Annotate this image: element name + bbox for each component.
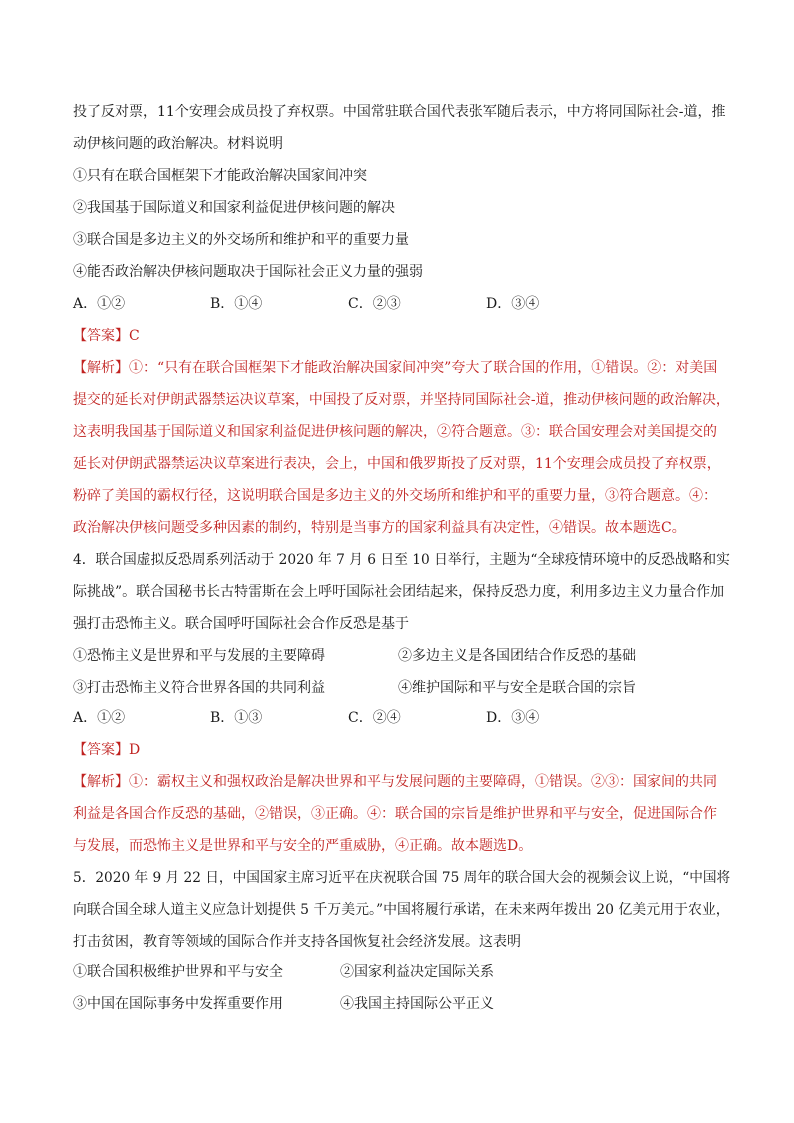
q4-option-b: B．①③ <box>210 710 263 726</box>
q3-option-d: D．③④ <box>486 296 540 312</box>
q4-statement-1: ①恐怖主义是世界和平与发展的主要障碍 <box>73 648 325 664</box>
q4-analysis-line-1: 【解析】①：霸权主义和强权政治是解决世界和平与发展问题的主要障碍，①错误。②③：国家间的共同 <box>73 774 717 790</box>
q4-stem-line-2: 际挑战”。联合国秘书长古特雷斯在会上呼吁国际社会团结起来，保持反恐力度，利用多边主义力量合作加 <box>73 584 725 600</box>
q3-analysis-line-3: 这表明我国基于国际道义和国家利益促进伊核问题的解决，②符合题意。③：联合国安理会对美国提交的 <box>73 424 717 440</box>
q5-statement-4: ④我国主持国际公平正义 <box>340 996 494 1012</box>
q3-stem-line-1: 投了反对票，11个安理会成员投了弃权票。中国常驻联合国代表张军随后表示，中方将同国际社会-道，推 <box>73 104 726 120</box>
q3-option-b: B．①④ <box>210 296 263 312</box>
q3-analysis-line-5: 粉碎了美国的霸权行径，这说明联合国是多边主义的外交场所和维护和平的重要力量，③符合题意。④： <box>73 488 717 504</box>
q4-stem-line-3: 强打击恐怖主义。联合国呼吁国际社会合作反恐是基于 <box>73 616 409 632</box>
q3-statement-2: ②我国基于国际道义和国家利益促进伊核问题的解决 <box>73 200 395 216</box>
q5-statement-2: ②国家利益决定国际关系 <box>340 964 494 980</box>
q3-option-c: C．②③ <box>348 296 401 312</box>
q4-answer: 【答案】D <box>73 742 141 758</box>
q5-stem-line-3: 打击贫困，教育等领域的国际合作并支持各国恢复社会经济发展。这表明 <box>73 934 521 950</box>
q3-stem-line-2: 动伊核问题的政治解决。材料说明 <box>73 136 283 152</box>
q3-analysis-line-4: 延长对伊朗武器禁运决议草案进行表决，会上，中国和俄罗斯投了反对票，11个安理会成员投了弃权票， <box>73 456 721 472</box>
q5-stem-line-1: 5．2020 年 9 月 22 日，中国国家主席习近平在庆祝联合国 75 周年的联合国大会的视频会议上说，“中国将 <box>73 870 731 886</box>
q5-stem-line-2: 向联合国全球人道主义应急计划提供 5 千万美元。”中国将履行承诺，在未来两年拨出 20 亿美元用于农业， <box>73 902 730 918</box>
q3-statement-3: ③联合国是多边主义的外交场所和维护和平的重要力量 <box>73 232 409 248</box>
q4-option-c: C．②④ <box>348 710 401 726</box>
q3-analysis-line-2: 提交的延长对伊朗武器禁运决议草案，中国投了反对票，并坚持同国际社会-道，推动伊核问题的政治解决， <box>73 392 730 408</box>
q5-statement-1: ①联合国积极维护世界和平与安全 <box>73 964 283 980</box>
q3-option-a: A．①② <box>73 296 126 312</box>
q4-analysis-line-2: 利益是各国合作反恐的基础，②错误，③正确。④：联合国的宗旨是维护世界和平与安全，促进国际合作 <box>73 806 717 822</box>
q4-stem-line-1: 4．联合国虚拟反恐周系列活动于 2020 年 7 月 6 日至 10 日举行，主题为“全球疫情环境中的反恐战略和实 <box>73 552 730 568</box>
q3-statement-4: ④能否政治解决伊核问题取决于国际社会正义力量的强弱 <box>73 264 423 280</box>
q3-analysis-line-6: 政治解决伊核问题受多种因素的制约，特别是当事方的国家利益具有决定性，④错误。故本题选C。 <box>73 520 686 536</box>
q4-statement-3: ③打击恐怖主义符合世界各国的共同利益 <box>73 680 325 696</box>
q4-option-a: A．①② <box>73 710 126 726</box>
q4-statement-4: ④维护国际和平与安全是联合国的宗旨 <box>398 680 636 696</box>
q4-option-d: D．③④ <box>486 710 540 726</box>
q3-answer: 【答案】C <box>73 328 140 344</box>
q4-analysis-line-3: 与发展，而恐怖主义是世界和平与安全的严重威胁，④正确。故本题选D。 <box>73 838 533 854</box>
q3-statement-1: ①只有在联合国框架下才能政治解决国家间冲突 <box>73 168 367 184</box>
q4-statement-2: ②多边主义是各国团结合作反恐的基础 <box>398 648 636 664</box>
q3-analysis-line-1: 【解析】①：“只有在联合国框架下才能政治解决国家间冲突”夸大了联合国的作用，①错误。②：对美国 <box>73 360 718 376</box>
q5-statement-3: ③中国在国际事务中发挥重要作用 <box>73 996 283 1012</box>
